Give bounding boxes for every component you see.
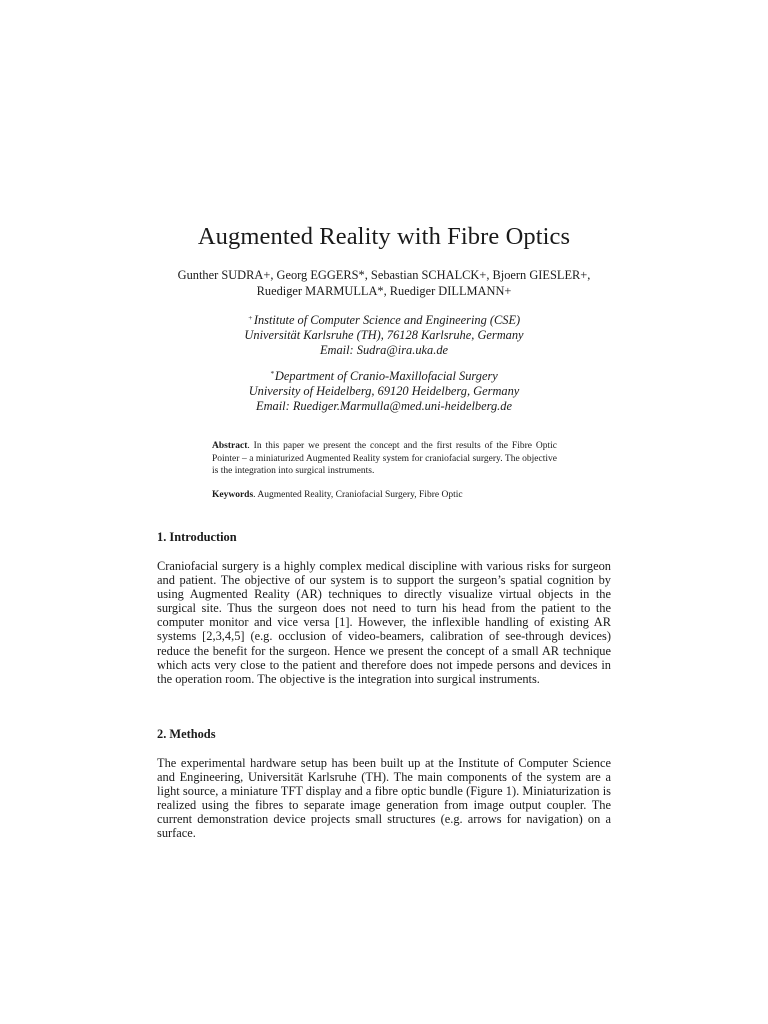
keywords-text: . Augmented Reality, Craniofacial Surgery, Fibre Optic xyxy=(253,490,463,500)
affiliation-surgery xyxy=(150,369,618,413)
keywords xyxy=(212,489,557,502)
author-line: Gunther SUDRA+, Georg EGGERS*, Sebastian SCHALCK+, Bjoern GIESLER+, xyxy=(177,268,591,282)
abstract-text: . In this paper we present the concept and the first results of the Fibre Optic Pointer – a miniaturized Augmented Reality system for craniofacial surgery. The objective is the integration into surgical instruments. xyxy=(212,441,557,476)
author-list xyxy=(150,268,618,299)
affiliation-address: Universität Karlsruhe (TH), 76128 Karlsruhe, Germany xyxy=(244,327,524,342)
section-heading-introduction: 1. Introduction xyxy=(157,530,237,544)
section-body-methods: The experimental hardware setup has been built up at the Institute of Computer Science and Engineering, Universität Karlsruhe (TH). The main components of the system are a light source, a miniature TFT display and a fibre optic bundle (Figure 1). Miniaturization is realized using the fibres to separate image generation from image output coupler. The current demonstration device projects small structures (e.g. arrows for navigation) on a surface. xyxy=(157,756,611,841)
affiliation-institution: *Department of Cranio-Maxillofacial Surgery xyxy=(270,369,498,383)
section-body-introduction: Craniofacial surgery is a highly complex medical discipline with various risks for surgeon and patient. The objective of our system is to support the surgeon’s spatial cognition by using Augmented Reality (AR) techniques to directly visualize virtual objects in the surgical site. Thus the surgeon does not need to turn his head from the patient to the computer monitor and vice versa [1]. However, the inflexible handling of existing AR systems [2,3,4,5] (e.g. occlusion of video-beamers, calibration of see-through devices) reduce the benefit for the surgeon. Hence we present the concept of a small AR technique which acts very close to the patient and therefore does not impede persons and devices in the operation room. The objective is the integration into surgical instruments. xyxy=(157,559,611,686)
affiliation-email: Email: Ruediger.Marmulla@med.uni-heidelberg.de xyxy=(256,398,512,413)
abstract xyxy=(212,440,557,478)
paper-title: Augmented Reality with Fibre Optics xyxy=(197,223,571,250)
section-heading-methods: 2. Methods xyxy=(157,727,216,741)
affiliation-marker: * xyxy=(270,369,274,378)
abstract-label: Abstract xyxy=(212,441,248,451)
affiliation-marker: + xyxy=(247,313,253,322)
affiliation-institution: +Institute of Computer Science and Engineering (CSE) xyxy=(247,313,521,327)
affiliation-email: Email: Sudra@ira.uka.de xyxy=(319,342,449,357)
keywords-label: Keywords xyxy=(212,490,254,500)
affiliation-cse xyxy=(150,313,618,357)
affiliation-address: University of Heidelberg, 69120 Heidelberg, Germany xyxy=(248,383,520,398)
author-line: Ruediger MARMULLA*, Ruediger DILLMANN+ xyxy=(256,283,512,298)
